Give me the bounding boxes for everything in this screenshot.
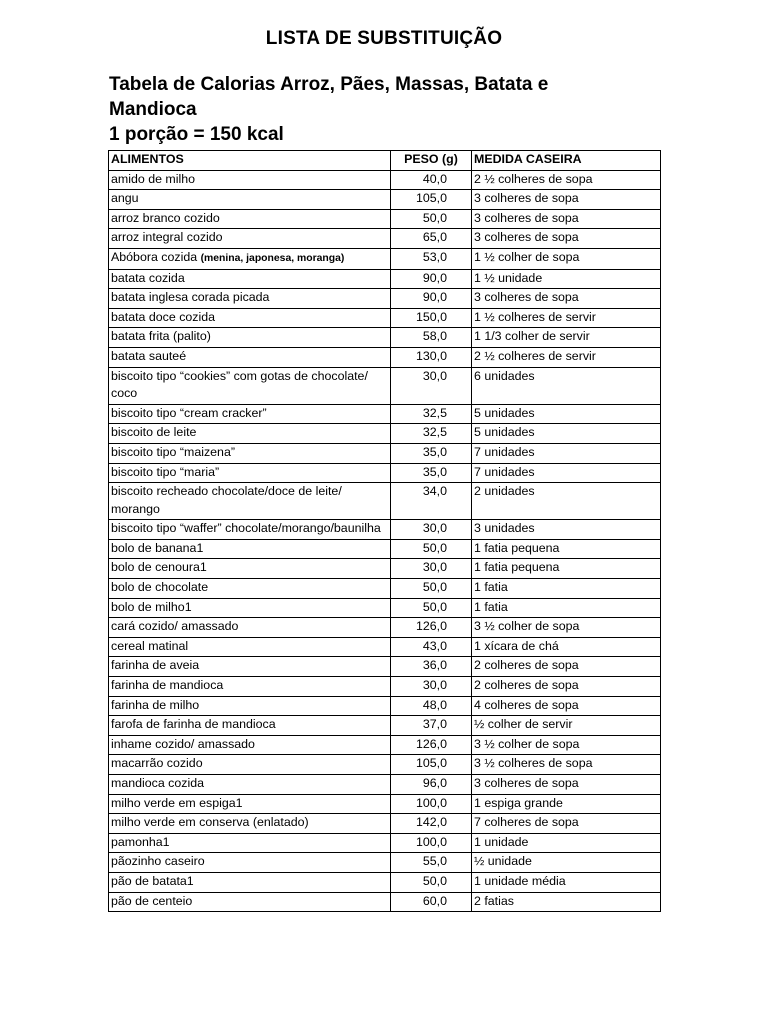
- food-name-cell: [109, 775, 391, 795]
- table-row: [109, 539, 661, 559]
- weight-cell: 100,0: [391, 833, 472, 853]
- weight-cell: 55,0: [391, 853, 472, 873]
- food-name: biscoito tipo “cream cracker”: [111, 405, 267, 420]
- measure-cell: ½ unidade: [472, 853, 661, 873]
- food-name: mandioca cozida: [111, 776, 204, 790]
- food-name-cell: [109, 520, 391, 540]
- food-name-cell: [109, 539, 391, 559]
- food-name-cell: [109, 735, 391, 755]
- food-name-cell: [109, 618, 391, 638]
- measure-cell: 3 colheres de sopa: [472, 229, 661, 249]
- food-name-cell: [109, 559, 391, 579]
- weight-cell: 37,0: [391, 716, 472, 736]
- food-name-cell: [109, 328, 391, 348]
- measure-cell: 3 colheres de sopa: [472, 289, 661, 309]
- table-row: [109, 229, 661, 249]
- food-name: biscoito de leite: [111, 425, 197, 440]
- food-name: bolo de banana1: [111, 540, 204, 555]
- food-name: pãozinho caseiro: [111, 854, 205, 869]
- measure-cell: 3 ½ colher de sopa: [472, 735, 661, 755]
- food-name-cell: [109, 248, 391, 269]
- weight-cell: 105,0: [391, 755, 472, 775]
- table-row: [109, 794, 661, 814]
- food-name-cell: [109, 677, 391, 697]
- weight-cell: 32,5: [391, 404, 472, 424]
- weight-cell: 96,0: [391, 775, 472, 795]
- food-name-cell: [109, 308, 391, 328]
- weight-cell: 43,0: [391, 637, 472, 657]
- header-peso: PESO (g): [391, 151, 472, 171]
- table-row: [109, 775, 661, 795]
- measure-cell: 1 fatia: [472, 579, 661, 599]
- weight-cell: 60,0: [391, 892, 472, 912]
- measure-cell: 7 unidades: [472, 463, 661, 483]
- table-row: [109, 696, 661, 716]
- food-name-cell: [109, 833, 391, 853]
- food-name-cell: [109, 190, 391, 210]
- measure-cell: 5 unidades: [472, 404, 661, 424]
- food-name-cell: [109, 657, 391, 677]
- weight-cell: 90,0: [391, 269, 472, 289]
- weight-cell: 50,0: [391, 579, 472, 599]
- food-name-cell: [109, 347, 391, 367]
- food-name: biscoito tipo “cookies” com gotas de chocolate/ coco: [111, 368, 368, 401]
- measure-cell: 2 ½ colheres de servir: [472, 347, 661, 367]
- food-name-cell: [109, 755, 391, 775]
- measure-cell: 4 colheres de sopa: [472, 696, 661, 716]
- food-name: milho verde em conserva (enlatado): [111, 815, 309, 830]
- food-name: farinha de aveia: [111, 658, 200, 673]
- table-row: [109, 269, 661, 289]
- measure-cell: 2 ½ colheres de sopa: [472, 170, 661, 190]
- weight-cell: 30,0: [391, 677, 472, 697]
- weight-cell: 130,0: [391, 347, 472, 367]
- weight-cell: 126,0: [391, 735, 472, 755]
- food-name: biscoito tipo “maizena”: [111, 444, 235, 459]
- food-name: pão de batata1: [111, 873, 194, 888]
- weight-cell: 40,0: [391, 170, 472, 190]
- table-row: [109, 892, 661, 912]
- table-row: [109, 559, 661, 579]
- table-row: [109, 463, 661, 483]
- measure-cell: 1 xícara de chá: [472, 637, 661, 657]
- food-name-cell: [109, 404, 391, 424]
- table-row: [109, 735, 661, 755]
- measure-cell: 1 ½ unidade: [472, 269, 661, 289]
- food-name-cell: [109, 229, 391, 249]
- measure-cell: 3 colheres de sopa: [472, 775, 661, 795]
- weight-cell: 35,0: [391, 443, 472, 463]
- food-name: cará cozido/ amassado: [111, 619, 239, 634]
- weight-cell: 48,0: [391, 696, 472, 716]
- weight-cell: 105,0: [391, 190, 472, 210]
- food-name-cell: [109, 892, 391, 912]
- food-name: biscoito tipo “waffer” chocolate/morango/baunilha: [111, 521, 381, 536]
- food-name-cell: [109, 716, 391, 736]
- food-name-cell: [109, 170, 391, 190]
- weight-cell: 65,0: [391, 229, 472, 249]
- measure-cell: 1 ½ colheres de servir: [472, 308, 661, 328]
- food-name: cereal matinal: [111, 638, 189, 653]
- table-header-row: [109, 151, 661, 171]
- measure-cell: 1 unidade média: [472, 872, 661, 892]
- food-name: batata sauteé: [111, 348, 187, 363]
- food-name-cell: [109, 443, 391, 463]
- food-name-cell: [109, 424, 391, 444]
- food-name-cell: [109, 696, 391, 716]
- header-medida-caseira: MEDIDA CASEIRA: [472, 151, 661, 171]
- measure-cell: 6 unidades: [472, 367, 661, 404]
- food-name-cell: [109, 814, 391, 834]
- weight-cell: 50,0: [391, 872, 472, 892]
- weight-cell: 150,0: [391, 308, 472, 328]
- table-row: [109, 308, 661, 328]
- table-row: [109, 367, 661, 404]
- table-row: [109, 637, 661, 657]
- food-name-cell: [109, 872, 391, 892]
- measure-cell: ½ colher de servir: [472, 716, 661, 736]
- table-row: [109, 328, 661, 348]
- table-row: [109, 579, 661, 599]
- table-row: [109, 677, 661, 697]
- weight-cell: 50,0: [391, 598, 472, 618]
- subtitle-line-1: Tabela de Calorias Arroz, Pães, Massas, Batata e: [109, 74, 549, 95]
- food-name-cell: [109, 463, 391, 483]
- food-name: amido de milho: [111, 171, 196, 186]
- measure-cell: 2 fatias: [472, 892, 661, 912]
- table-row: [109, 520, 661, 540]
- food-name: macarrão cozido: [111, 756, 203, 771]
- weight-cell: 36,0: [391, 657, 472, 677]
- food-name: pão de centeio: [111, 893, 193, 908]
- table-row: [109, 755, 661, 775]
- food-name: batata cozida: [111, 270, 185, 285]
- weight-cell: 53,0: [391, 248, 472, 269]
- measure-cell: 3 colheres de sopa: [472, 190, 661, 210]
- page-title: LISTA DE SUBSTITUIÇÃO: [265, 28, 503, 49]
- measure-cell: 1 unidade: [472, 833, 661, 853]
- measure-cell: 3 colheres de sopa: [472, 209, 661, 229]
- subtitle-line-2: Mandioca: [109, 99, 197, 120]
- measure-cell: 3 unidades: [472, 520, 661, 540]
- food-note: (menina, japonesa, moranga): [200, 252, 345, 264]
- table-row: [109, 170, 661, 190]
- food-name: batata doce cozida: [111, 309, 216, 324]
- measure-cell: 7 unidades: [472, 443, 661, 463]
- table-row: [109, 190, 661, 210]
- table-row: [109, 657, 661, 677]
- table-row: [109, 248, 661, 269]
- table-row: [109, 443, 661, 463]
- food-name: Abóbora cozida: [111, 249, 201, 264]
- table-row: [109, 853, 661, 873]
- measure-cell: 1 fatia pequena: [472, 539, 661, 559]
- measure-cell: 5 unidades: [472, 424, 661, 444]
- food-name: arroz integral cozido: [111, 230, 223, 245]
- food-name: bolo de cenoura1: [111, 560, 207, 575]
- food-name: farinha de milho: [111, 697, 200, 712]
- table-subtitle: [109, 72, 669, 147]
- weight-cell: 35,0: [391, 463, 472, 483]
- food-name-cell: [109, 637, 391, 657]
- food-name: angu: [111, 191, 139, 206]
- food-name-cell: [109, 598, 391, 618]
- food-name: milho verde em espiga1: [111, 795, 243, 810]
- food-name: batata inglesa corada picada: [111, 290, 270, 305]
- food-name-cell: [109, 269, 391, 289]
- table-row: [109, 404, 661, 424]
- weight-cell: 126,0: [391, 618, 472, 638]
- food-name-cell: [109, 579, 391, 599]
- table-row: [109, 814, 661, 834]
- weight-cell: 34,0: [391, 483, 472, 520]
- header-alimentos: ALIMENTOS: [109, 151, 391, 171]
- portion-line: 1 porção = 150 kcal: [109, 124, 284, 145]
- measure-cell: 1 fatia pequena: [472, 559, 661, 579]
- table-row: [109, 872, 661, 892]
- food-name: farinha de mandioca: [111, 678, 224, 693]
- food-name: inhame cozido/ amassado: [111, 736, 255, 751]
- food-name: bolo de chocolate: [111, 580, 209, 595]
- food-name-cell: [109, 289, 391, 309]
- measure-cell: 2 colheres de sopa: [472, 677, 661, 697]
- table-row: [109, 483, 661, 520]
- measure-cell: 1 fatia: [472, 598, 661, 618]
- food-name-cell: [109, 794, 391, 814]
- table-row: [109, 424, 661, 444]
- weight-cell: 30,0: [391, 367, 472, 404]
- weight-cell: 30,0: [391, 520, 472, 540]
- measure-cell: 1 1/3 colher de servir: [472, 328, 661, 348]
- measure-cell: 3 ½ colheres de sopa: [472, 755, 661, 775]
- measure-cell: 2 colheres de sopa: [472, 657, 661, 677]
- weight-cell: 50,0: [391, 209, 472, 229]
- food-name-cell: [109, 367, 391, 404]
- measure-cell: 7 colheres de sopa: [472, 814, 661, 834]
- food-name: arroz branco cozido: [111, 210, 220, 225]
- food-name: batata frita (palito): [111, 329, 211, 344]
- weight-cell: 58,0: [391, 328, 472, 348]
- weight-cell: 50,0: [391, 539, 472, 559]
- measure-cell: 3 ½ colher de sopa: [472, 618, 661, 638]
- weight-cell: 32,5: [391, 424, 472, 444]
- weight-cell: 30,0: [391, 559, 472, 579]
- food-name: biscoito recheado chocolate/doce de leite/ morango: [111, 484, 342, 516]
- table-row: [109, 347, 661, 367]
- measure-cell: 1 espiga grande: [472, 794, 661, 814]
- substitution-table: [108, 150, 661, 912]
- table-row: [109, 618, 661, 638]
- food-name-cell: [109, 483, 391, 520]
- food-name-cell: [109, 209, 391, 229]
- table-row: [109, 598, 661, 618]
- weight-cell: 90,0: [391, 289, 472, 309]
- weight-cell: 100,0: [391, 794, 472, 814]
- food-name-cell: [109, 853, 391, 873]
- food-name: biscoito tipo “maria”: [111, 464, 220, 479]
- food-name: pamonha1: [111, 834, 170, 849]
- table-row: [109, 716, 661, 736]
- table-body: [109, 170, 661, 912]
- measure-cell: 2 unidades: [472, 483, 661, 520]
- table-row: [109, 289, 661, 309]
- food-name: farofa de farinha de mandioca: [111, 717, 276, 732]
- table-row: [109, 833, 661, 853]
- table-row: [109, 209, 661, 229]
- measure-cell: 1 ½ colher de sopa: [472, 248, 661, 269]
- food-name: bolo de milho1: [111, 599, 192, 614]
- weight-cell: 142,0: [391, 814, 472, 834]
